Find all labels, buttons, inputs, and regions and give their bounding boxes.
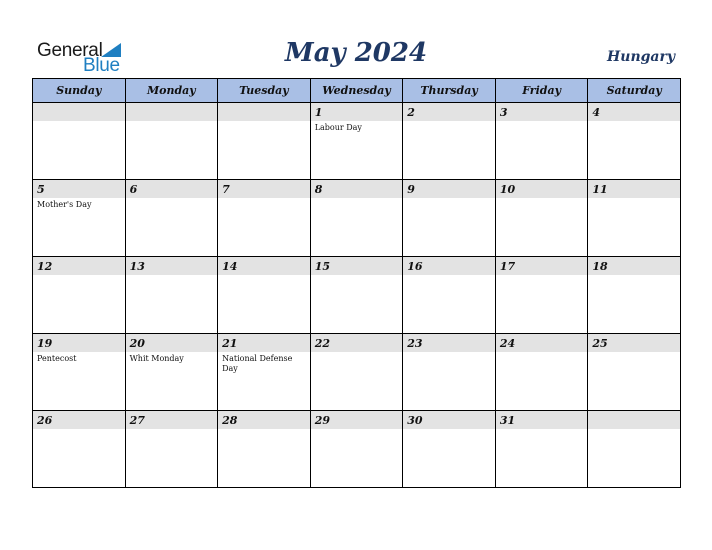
day-cell xyxy=(588,180,681,257)
day-number xyxy=(126,103,218,106)
day-number: 8 xyxy=(314,183,323,196)
day-cell xyxy=(495,180,588,257)
day-header-bar xyxy=(218,180,310,198)
day-number: 21 xyxy=(222,337,238,350)
holiday-label: Labour Day xyxy=(314,123,362,132)
day-header-bar xyxy=(311,180,403,198)
day-number: 26 xyxy=(37,414,53,427)
day-cell xyxy=(218,103,311,180)
day-number: 5 xyxy=(37,183,45,196)
weekday-header: Wednesday xyxy=(310,79,403,103)
day-cell xyxy=(125,180,218,257)
day-number xyxy=(218,103,310,106)
day-number: 2 xyxy=(407,106,415,119)
day-number: 22 xyxy=(314,337,330,350)
day-header-bar xyxy=(311,257,403,275)
day-header-bar xyxy=(218,257,310,275)
day-cell xyxy=(218,334,311,411)
day-header-bar xyxy=(403,334,495,352)
weekday-header: Tuesday xyxy=(218,79,311,103)
holiday-label: Mother's Day xyxy=(37,200,92,209)
day-number xyxy=(588,411,680,414)
calendar-title: May 2024 xyxy=(284,38,428,68)
day-header-bar xyxy=(588,411,680,429)
week-row xyxy=(33,257,681,334)
weekday-header-row xyxy=(33,79,681,103)
day-cell xyxy=(33,180,126,257)
day-header-bar xyxy=(496,411,588,429)
day-header-bar xyxy=(403,411,495,429)
day-header-bar xyxy=(588,334,680,352)
day-number: 17 xyxy=(499,260,516,273)
holiday-label: Pentecost xyxy=(37,354,77,363)
day-number: 9 xyxy=(407,183,415,196)
day-number: 10 xyxy=(499,183,516,196)
day-cell xyxy=(403,411,496,488)
day-number: 6 xyxy=(129,183,138,196)
logo-word-blue: Blue xyxy=(83,55,120,76)
day-cell xyxy=(33,411,126,488)
day-cell xyxy=(310,411,403,488)
day-header-bar xyxy=(33,334,125,352)
day-cell xyxy=(403,257,496,334)
weekday-header: Monday xyxy=(125,79,218,103)
day-cell xyxy=(125,334,218,411)
day-number: 24 xyxy=(499,337,516,350)
day-cell xyxy=(310,103,403,180)
day-cell xyxy=(403,103,496,180)
day-number: 28 xyxy=(222,414,238,427)
day-header-bar xyxy=(311,334,403,352)
holiday-label: National Defense Day xyxy=(222,354,293,373)
day-header-bar xyxy=(588,257,680,275)
day-header-bar xyxy=(126,103,218,121)
day-number: 14 xyxy=(222,260,238,273)
day-cell xyxy=(495,334,588,411)
country-label: Hungary xyxy=(607,49,675,65)
logo-word-general: General xyxy=(37,40,103,61)
day-header-bar xyxy=(403,180,495,198)
day-cell xyxy=(310,334,403,411)
day-cell xyxy=(218,180,311,257)
week-row xyxy=(33,180,681,257)
day-cell xyxy=(33,334,126,411)
week-row xyxy=(33,334,681,411)
day-cell xyxy=(495,257,588,334)
day-number: 20 xyxy=(129,337,145,350)
day-cell xyxy=(588,257,681,334)
day-header-bar xyxy=(403,103,495,121)
day-header-bar xyxy=(496,103,588,121)
day-number: 27 xyxy=(129,414,145,427)
day-cell xyxy=(495,411,588,488)
week-row xyxy=(33,411,681,488)
day-header-bar xyxy=(496,257,588,275)
day-number: 3 xyxy=(499,106,508,119)
day-cell xyxy=(310,180,403,257)
day-number xyxy=(33,103,125,106)
day-cell xyxy=(33,103,126,180)
day-number: 30 xyxy=(407,414,423,427)
day-cell xyxy=(33,257,126,334)
day-cell xyxy=(125,103,218,180)
day-header-bar xyxy=(33,103,125,121)
day-cell xyxy=(310,257,403,334)
day-number: 1 xyxy=(314,106,323,119)
weekday-header: Thursday xyxy=(403,79,496,103)
day-number: 31 xyxy=(499,414,516,427)
weekday-header: Saturday xyxy=(588,79,681,103)
day-cell xyxy=(403,180,496,257)
day-number: 12 xyxy=(37,260,53,273)
day-header-bar xyxy=(496,180,588,198)
day-cell xyxy=(403,334,496,411)
day-number: 7 xyxy=(222,183,230,196)
day-number: 23 xyxy=(407,337,423,350)
day-header-bar xyxy=(311,411,403,429)
day-header-bar xyxy=(126,180,218,198)
day-header-bar xyxy=(126,257,218,275)
week-row xyxy=(33,103,681,180)
day-cell xyxy=(588,411,681,488)
day-number: 15 xyxy=(314,260,330,273)
day-cell xyxy=(588,103,681,180)
day-header-bar xyxy=(218,411,310,429)
day-header-bar xyxy=(496,334,588,352)
day-header-bar xyxy=(588,180,680,198)
day-cell xyxy=(495,103,588,180)
day-number: 25 xyxy=(592,337,608,350)
day-cell xyxy=(125,257,218,334)
weekday-header: Friday xyxy=(495,79,588,103)
calendar-grid xyxy=(32,78,681,488)
day-number: 4 xyxy=(592,106,601,119)
day-header-bar xyxy=(33,411,125,429)
day-number: 13 xyxy=(129,260,145,273)
day-header-bar xyxy=(126,334,218,352)
day-header-bar xyxy=(33,257,125,275)
day-cell xyxy=(588,334,681,411)
day-number: 18 xyxy=(592,260,608,273)
day-cell xyxy=(125,411,218,488)
day-header-bar xyxy=(33,180,125,198)
day-number: 29 xyxy=(314,414,330,427)
day-header-bar xyxy=(311,103,403,121)
day-cell xyxy=(218,257,311,334)
day-header-bar xyxy=(126,411,218,429)
day-header-bar xyxy=(588,103,680,121)
day-number: 19 xyxy=(37,337,53,350)
day-header-bar xyxy=(218,103,310,121)
day-cell xyxy=(218,411,311,488)
weekday-header: Sunday xyxy=(33,79,126,103)
day-header-bar xyxy=(218,334,310,352)
day-number: 16 xyxy=(407,260,423,273)
holiday-label: Whit Monday xyxy=(129,354,184,363)
day-header-bar xyxy=(403,257,495,275)
day-number: 11 xyxy=(592,183,608,196)
